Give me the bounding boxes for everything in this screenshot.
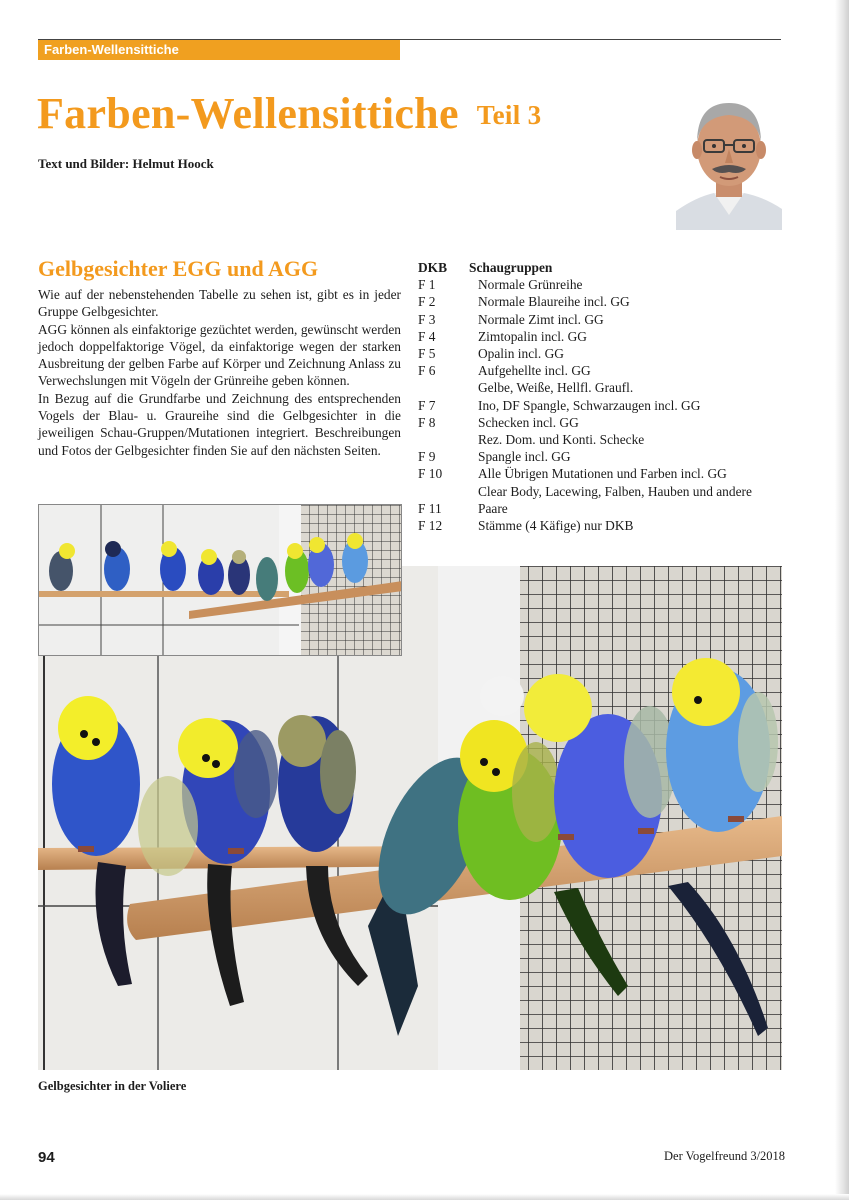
row-code: F 12 <box>418 518 443 534</box>
article-title <box>37 88 541 139</box>
section-subhead: Gelbgesichter EGG und AGG <box>38 256 319 281</box>
row-code: F 9 <box>418 449 436 465</box>
row-text: Ino, DF Spangle, Schwarzaugen incl. GG <box>478 397 701 413</box>
row-text: Gelbe, Weiße, Hellfl. Graufl. <box>478 380 634 396</box>
row-text: Alle Übrigen Mutationen und Farben incl. GG <box>478 466 727 482</box>
table-row <box>418 345 788 362</box>
table-row <box>418 311 788 328</box>
row-text: Rez. Dom. und Konti. Schecke <box>478 432 645 448</box>
row-code: F 3 <box>418 311 436 327</box>
table-row <box>418 517 788 534</box>
table-header-dkb: DKB <box>418 260 448 275</box>
table-row <box>418 379 788 396</box>
article-body <box>38 286 401 459</box>
title-part: Teil 3 <box>476 100 542 130</box>
table-row <box>418 500 788 517</box>
table-header-schaugruppen: Schaugruppen <box>469 260 553 275</box>
author-portrait <box>676 93 782 230</box>
table-row <box>418 414 788 431</box>
row-text: Clear Body, Lacewing, Falben, Hauben und andere <box>478 483 752 499</box>
row-text: Normale Zimt incl. GG <box>478 311 604 327</box>
table-row <box>418 483 788 500</box>
row-code: F 1 <box>418 277 436 293</box>
magazine-issue: Der Vogelfreund 3/2018 <box>664 1149 786 1163</box>
table-row <box>418 362 788 379</box>
page-bottom-shadow <box>0 1194 849 1200</box>
table-row <box>418 465 788 482</box>
row-code: F 10 <box>418 466 443 482</box>
byline: Text und Bilder: Helmut Hoock <box>38 156 214 171</box>
section-tag: Farben-Wellensittiche <box>38 40 400 60</box>
aviary-inset-photo <box>38 504 402 656</box>
row-text: Aufgehellte incl. GG <box>478 363 591 379</box>
row-text: Zimtopalin incl. GG <box>478 328 587 344</box>
row-text: Stämme (4 Käfige) nur DKB <box>478 518 634 534</box>
page-number: 94 <box>38 1149 55 1166</box>
table-row <box>418 431 788 448</box>
row-text: Paare <box>478 500 508 516</box>
table-row <box>418 276 788 293</box>
row-code: F 11 <box>418 500 442 516</box>
row-code <box>418 379 478 396</box>
row-code: F 4 <box>418 328 436 344</box>
table-row <box>418 328 788 345</box>
row-text: Opalin incl. GG <box>478 346 564 362</box>
row-code: F 2 <box>418 294 436 310</box>
row-code: F 5 <box>418 346 436 362</box>
page-edge-shadow <box>835 0 849 1200</box>
table-row <box>418 397 788 414</box>
row-text: Schecken incl. GG <box>478 414 579 430</box>
row-code: F 8 <box>418 414 436 430</box>
paragraph: AGG können als einfaktorige gezüchtet werden, gewünscht werden jedoch doppelfaktorige Vögel, da einfaktorige wegen der starken Ausbreitung der gelben Farbe auf Körper und Zeichnung Anlass zu Verwechslungen mit Vögeln der Grünreihe geben können. <box>38 321 401 389</box>
row-text: Spangle incl. GG <box>478 449 571 465</box>
row-text: Normale Grünreihe <box>478 277 583 293</box>
row-text: Normale Blaureihe incl. GG <box>478 294 630 310</box>
row-code: F 7 <box>418 397 436 413</box>
paragraph: In Bezug auf die Grundfarbe und Zeichnung des entsprechenden Vogels der Blau- u. Graureihe sind die Gelbgesichter in die jeweiligen Schau-Gruppen/Mutationen integriert. Beschreibungen und Fotos der Gelbgesichter finden Sie auf den nächsten Seiten. <box>38 390 401 458</box>
row-code <box>418 483 478 500</box>
row-code: F 6 <box>418 363 436 379</box>
show-groups-table <box>418 259 788 534</box>
photo-caption: Gelbgesichter in der Voliere <box>38 1079 187 1093</box>
table-row <box>418 293 788 310</box>
title-main: Farben-Wellensittiche <box>37 89 459 138</box>
table-row <box>418 448 788 465</box>
paragraph: Wie auf der nebenstehenden Tabelle zu sehen ist, gibt es in jeder Gruppe Gelbgesichter. <box>38 287 401 320</box>
table-header-row <box>418 259 788 276</box>
row-code <box>418 431 478 448</box>
